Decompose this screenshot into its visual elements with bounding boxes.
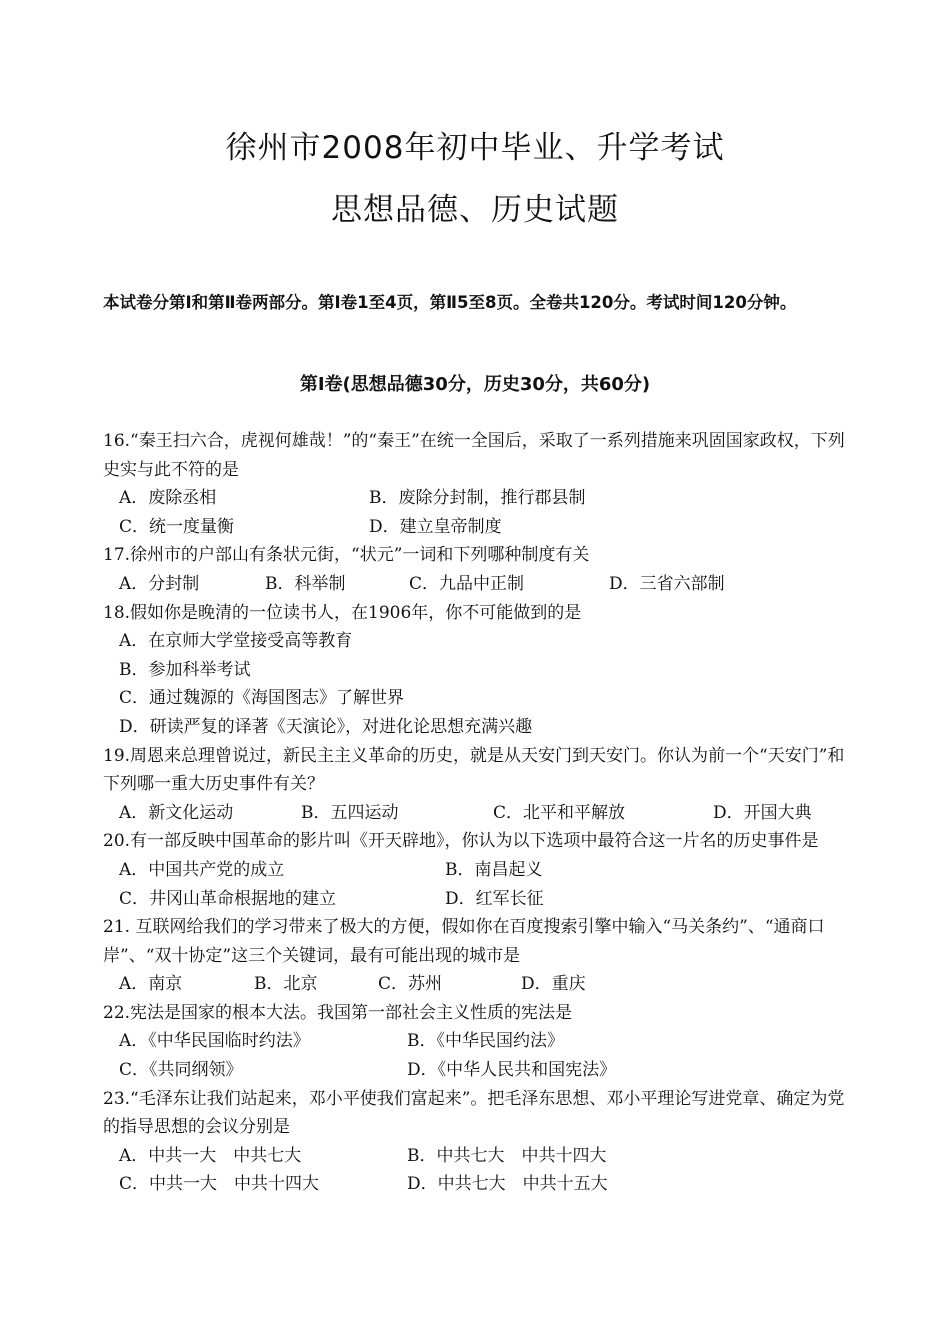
question-20 [103,827,855,913]
section-title: 第Ⅰ卷(思想品德30分，历史30分，共60分) [299,374,651,395]
option-a: A．中国共产党的成立 [119,859,285,880]
option-a: A．新文化运动 [119,802,234,823]
option-c: C．九品中正制 [409,573,525,594]
option-d: D．开国大典 [713,802,812,823]
option-a: A．废除丞相 [119,488,217,509]
option-a: A．在京师大学堂接受高等教育 [119,631,353,652]
question-stem: 19.周恩来总理曾说过，新民主主义革命的历史，就是从天安门到天安门。你认为前一个“天安门”和下列哪一重大历史事件有关？ [103,745,845,795]
question-18 [103,599,855,742]
options-row [103,627,855,656]
option-d: D．三省六部制 [609,573,725,594]
question-list [103,427,855,1199]
options-row [103,513,855,542]
option-c: C．统一度量衡 [119,516,235,537]
option-b: B．参加科举考试 [119,659,251,680]
exam-title: 徐州市2008年初中毕业、升学考试 [225,130,725,166]
option-b: B．科举制 [265,573,346,594]
option-a: A．中共一大 中共七大 [119,1145,302,1166]
options-row [103,1142,855,1171]
option-b: B．南昌起义 [445,859,543,880]
options-row [103,1056,855,1085]
options-row [103,856,855,885]
exam-subtitle: 思想品德、历史试题 [331,192,619,228]
options-row [103,684,855,713]
question-stem: 18.假如你是晚清的一位读书人，在1906年，你不可能做到的是 [103,602,582,623]
question-16 [103,427,855,541]
question-stem: 21. 互联网给我们的学习带来了极大的方便，假如你在百度搜索引擎中输入“马关条约”、“通商口岸”、“双十协定”这三个关键词，最有可能出现的城市是 [103,917,825,966]
question-21 [103,913,855,999]
option-b: B．废除分封制，推行郡县制 [369,488,586,509]
option-d: D．《中华人民共和国宪法》 [407,1060,617,1081]
question-stem: 22.宪法是国家的根本大法。我国第一部社会主义性质的宪法是 [103,1002,573,1023]
options-row [103,570,855,599]
option-b: B．五四运动 [301,802,399,823]
option-c: C．通过魏源的《海国图志》了解世界 [119,688,405,709]
question-23 [103,1085,855,1199]
question-stem: 23.“毛泽东让我们站起来，邓小平使我们富起来”。把毛泽东思想、邓小平理论写进党章、确定为党的指导思想的会议分别是 [103,1088,845,1138]
options-row [103,970,855,999]
option-a: A．分封制 [119,573,200,594]
options-row [103,799,855,828]
option-b: B．北京 [254,974,318,995]
option-d: D．研读严复的译著《天演论》，对进化论思想充满兴趣 [119,716,533,737]
option-d: D．中共七大 中共十五大 [407,1174,608,1195]
question-22 [103,999,855,1085]
option-a: A．《中华民国临时约法》 [119,1031,310,1052]
option-b: B．中共七大 中共十四大 [407,1145,607,1166]
question-17 [103,541,855,598]
question-stem: 20.有一部反映中国革命的影片叫《开天辟地》，你认为以下选项中最符合这一片名的历史事件是 [103,831,819,852]
option-d: D．红军长征 [445,888,544,909]
options-row [103,1027,855,1056]
option-c: C．苏州 [378,974,443,995]
option-c: C．中共一大 中共十四大 [119,1174,320,1195]
options-row [103,1170,855,1199]
option-b: B．《中华民国约法》 [407,1031,564,1052]
question-stem: 16.“秦王扫六合，虎视何雄哉！”的“秦王”在统一全国后，采取了一系列措施来巩固国家政权，下列史实与此不符的是 [103,431,845,480]
option-c: C．北平和平解放 [493,802,626,823]
exam-instructions: 本试卷分第Ⅰ和第Ⅱ卷两部分。第Ⅰ卷1至4页，第Ⅱ5至8页。全卷共120分。考试时间120分钟。 [103,293,797,312]
option-d: D．建立皇帝制度 [369,516,502,537]
options-row [103,713,855,742]
options-row [103,656,855,685]
options-row [103,885,855,914]
option-d: D．重庆 [521,974,586,995]
question-stem: 17.徐州市的户部山有条状元街，“状元”一词和下列哪种制度有关 [103,545,590,566]
option-a: A．南京 [119,974,183,995]
option-c: C．井冈山革命根据地的建立 [119,888,337,909]
question-19 [103,742,855,828]
options-row [103,484,855,513]
option-c: C．《共同纲领》 [119,1060,243,1081]
